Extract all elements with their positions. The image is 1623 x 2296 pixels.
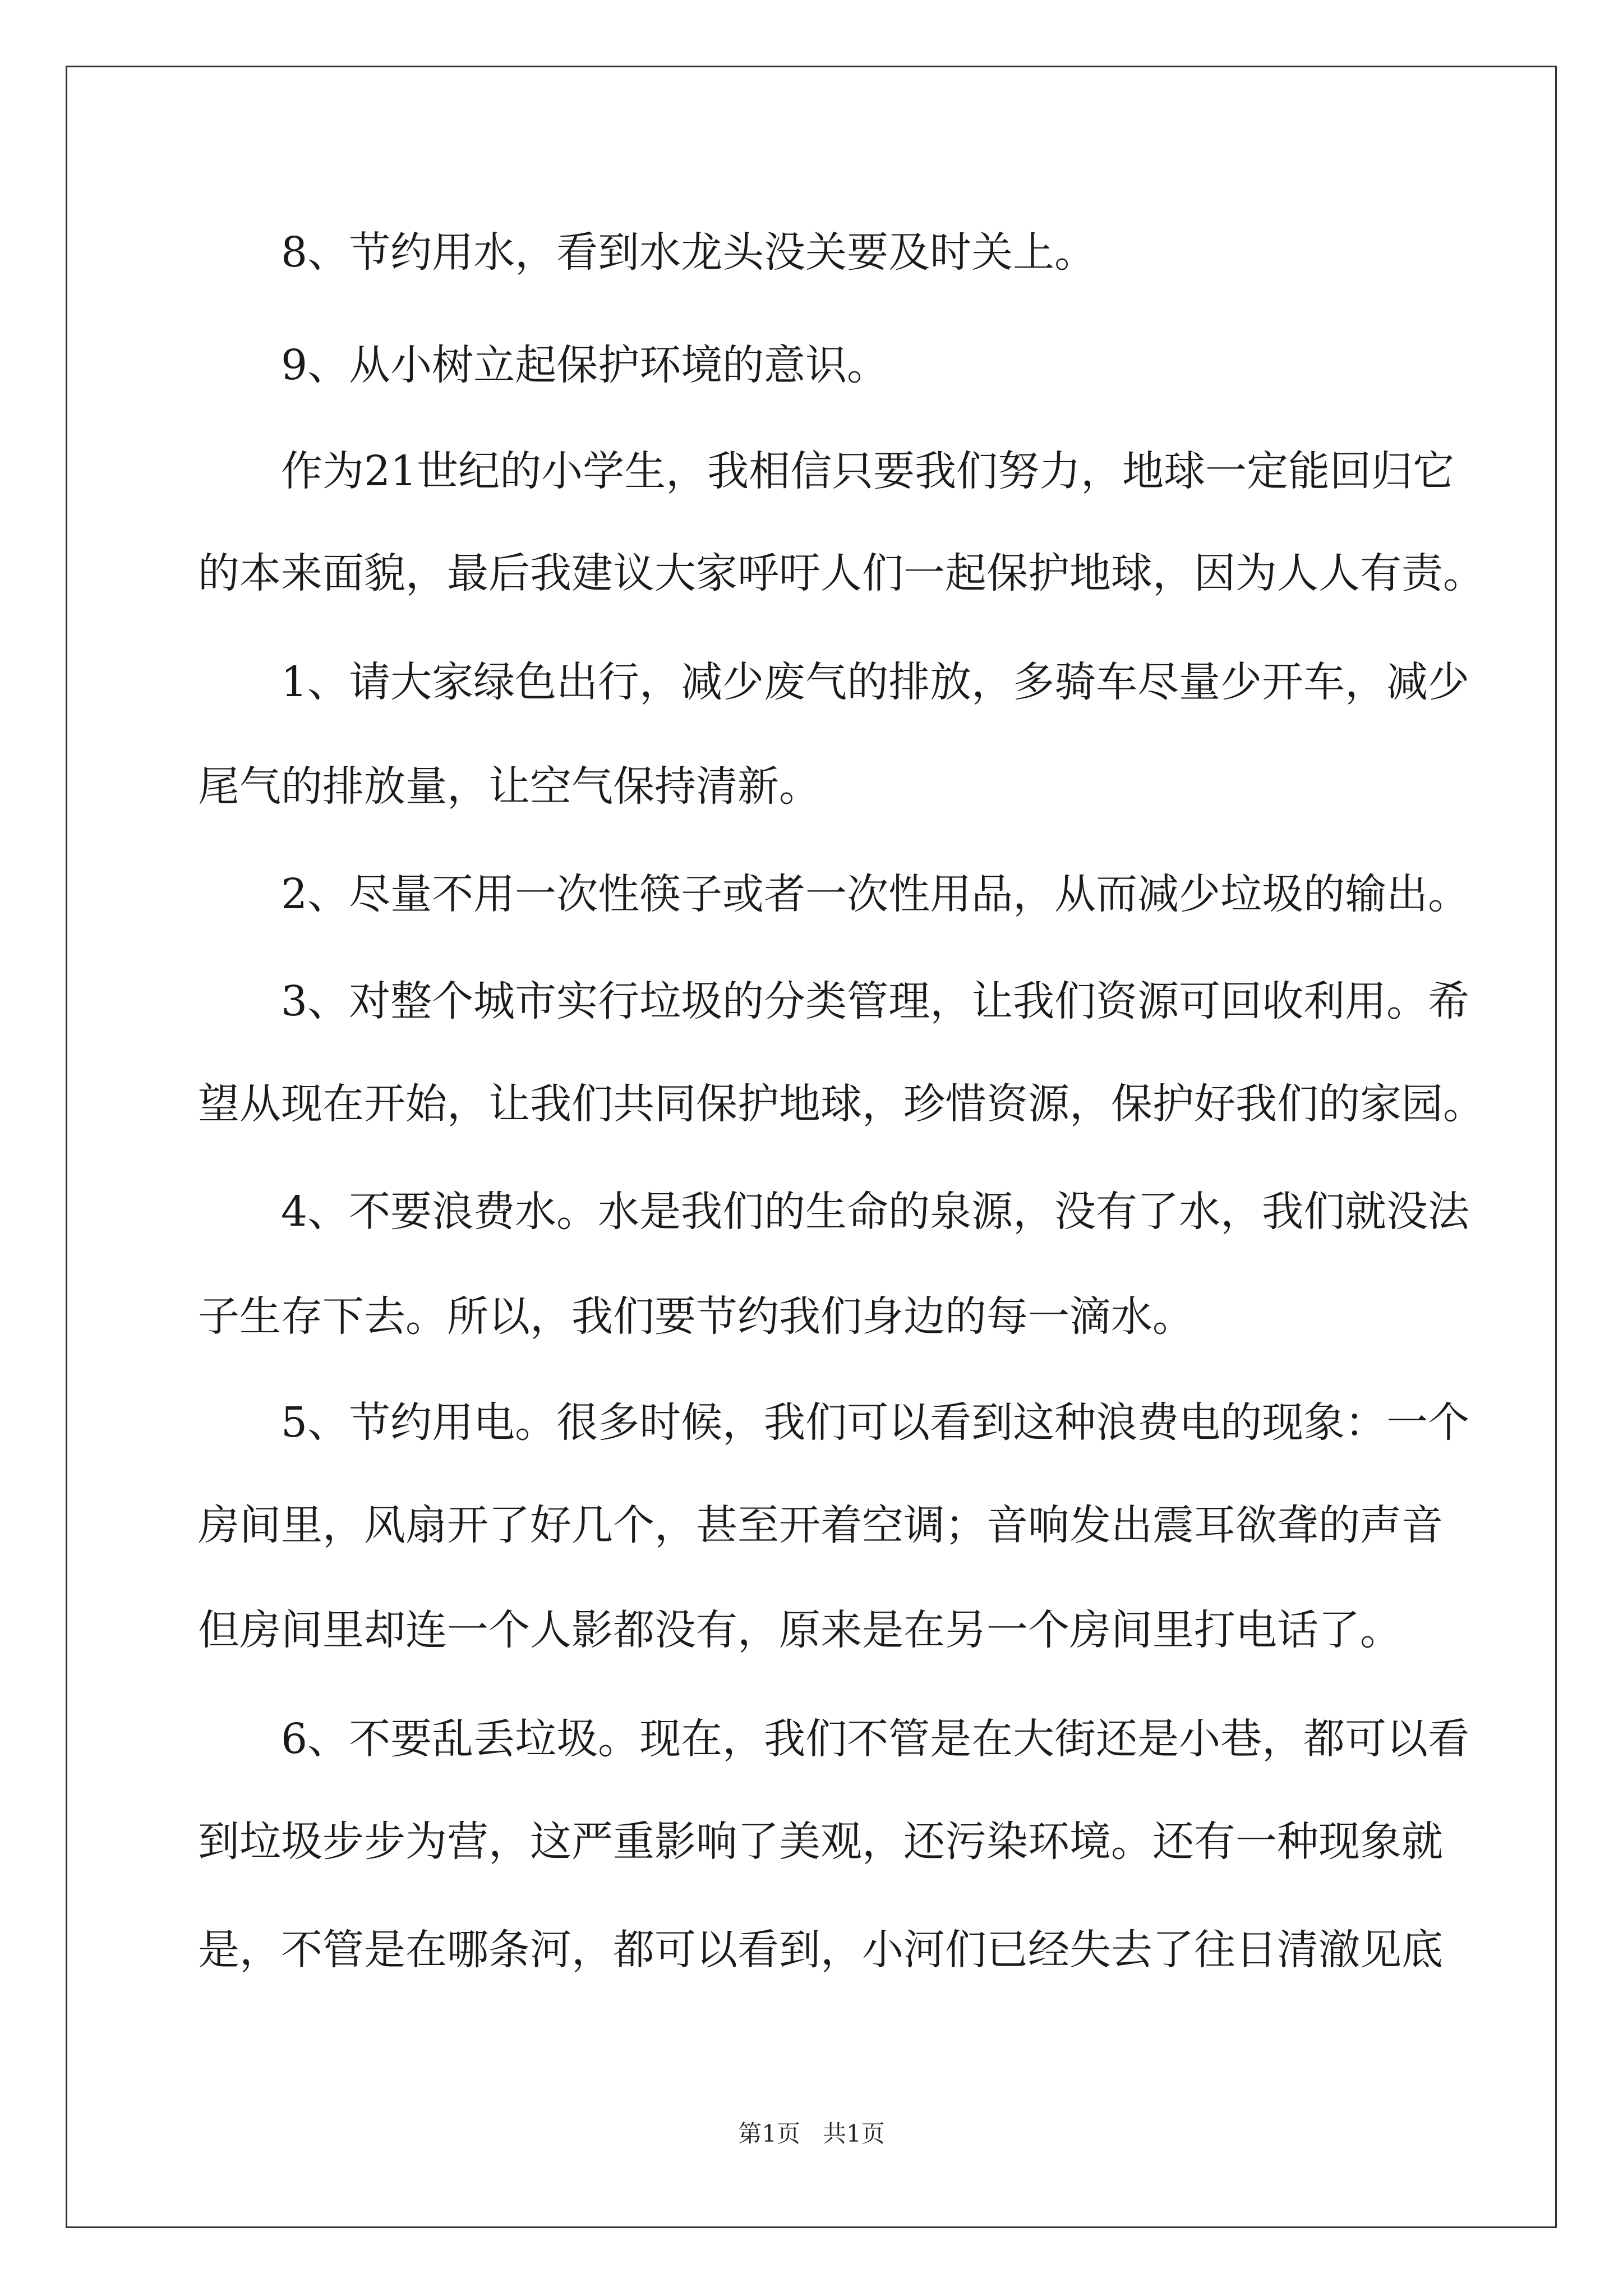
page-footer <box>0 2117 1623 2151</box>
text-line: 尾气的排放量，让空气保持清新。 <box>198 762 820 811</box>
text-line: 6、不要乱丢垃圾。现在，我们不管是在大街还是小巷，都可以看 <box>281 1715 1470 1763</box>
page-total: 共1页 <box>823 2120 885 2147</box>
text-line: 5、节约用电。很多时候，我们可以看到这种浪费电的现象：一个 <box>281 1398 1470 1447</box>
text-line: 但房间里却连一个人影都没有，原来是在另一个房间里打电话了。 <box>198 1606 1401 1654</box>
text-line: 子生存下去。所以，我们要节约我们身边的每一滴水。 <box>198 1292 1194 1341</box>
text-line: 4、不要浪费水。水是我们的生命的泉源，没有了水，我们就没法 <box>281 1188 1470 1236</box>
text-line: 9、从小树立起保护环境的意识。 <box>281 341 889 389</box>
text-line: 房间里，风扇开了好几个，甚至开着空调；音响发出震耳欲聋的声音 <box>198 1501 1443 1549</box>
text-line: 作为21世纪的小学生，我相信只要我们努力，地球一定能回归它 <box>281 447 1455 495</box>
text-line: 2、尽量不用一次性筷子或者一次性用品，从而减少垃圾的输出。 <box>281 870 1470 918</box>
text-line: 3、对整个城市实行垃圾的分类管理，让我们资源可回收利用。希 <box>281 977 1470 1025</box>
text-line: 的本来面貌，最后我建议大家呼吁人们一起保护地球，因为人人有责。 <box>198 549 1484 597</box>
text-line: 到垃圾步步为营，这严重影响了美观，还污染环境。还有一种现象就 <box>198 1818 1443 1866</box>
page-number: 第1页 <box>738 2120 800 2147</box>
text-line: 8、节约用水，看到水龙头没关要及时关上。 <box>281 228 1096 277</box>
text-line: 是，不管是在哪条河，都可以看到，小河们已经失去了往日清澈见底 <box>198 1926 1443 1974</box>
text-line: 望从现在开始，让我们共同保护地球，珍惜资源，保护好我们的家园。 <box>198 1080 1484 1128</box>
text-line: 1、请大家绿色出行，减少废气的排放，多骑车尽量少开车，减少 <box>281 658 1470 706</box>
